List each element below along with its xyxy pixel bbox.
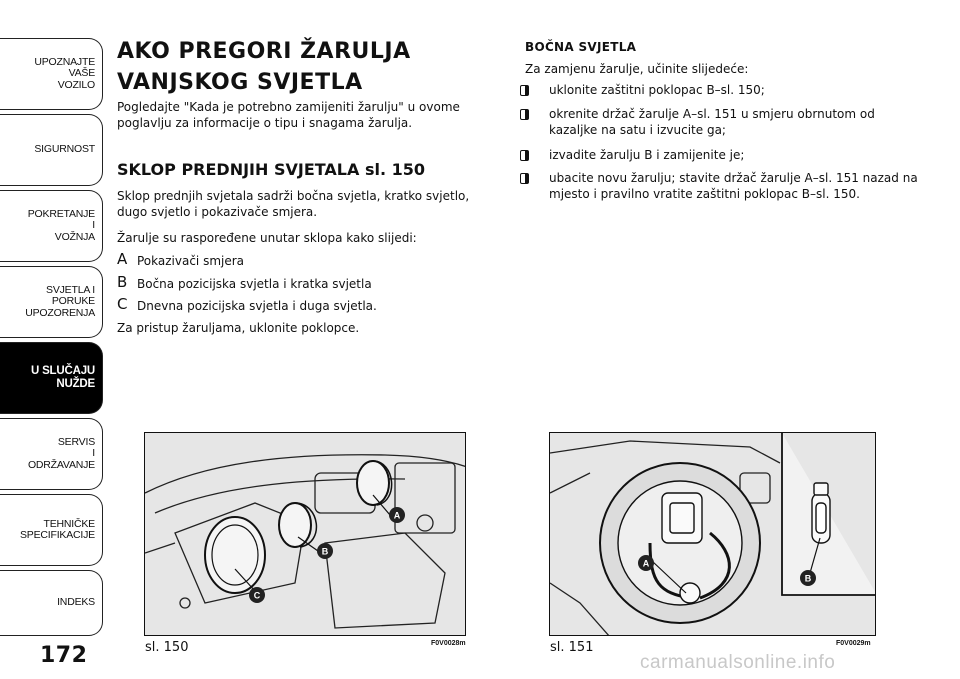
intro-paragraph: Pogledajte "Kada je potrebno zamijeniti žarulju" u ovome poglavlju za informacije o tipu i snagama žarulja. [117, 100, 460, 130]
tab-label: SERVIS [57, 435, 95, 448]
step-item [520, 147, 910, 163]
tab-label: SIGURNOST [34, 143, 95, 156]
label-b: B [321, 546, 329, 557]
tab-label: VOŽNJA [54, 230, 95, 243]
tab-servis-i-odrzavanje[interactable] [0, 418, 103, 490]
access-paragraph: Za pristup žaruljama, uklonite poklopce. [117, 321, 360, 335]
step-item [520, 106, 910, 138]
cover-c-shape [205, 517, 265, 593]
checkbox-bullet-icon [520, 150, 529, 161]
tab-label: UPOZNAJTE [34, 55, 95, 68]
side-lights-heading: BOČNA SVJETLA [525, 40, 637, 54]
tab-u-slucaju-nuzde[interactable] [0, 342, 103, 414]
headlight-assembly-drawing [145, 433, 466, 636]
section-paragraph: Sklop prednjih svjetala sadrži bočna svjetla, kratko svjetlo, dugo svjetlo i pokazivače smjera. [117, 189, 470, 219]
tab-sigurnost[interactable] [0, 114, 103, 186]
figure-151-illustration [549, 432, 876, 636]
tab-label: PORUKE [51, 295, 95, 308]
tab-label: UPOZORENJA [25, 306, 95, 319]
page-title [117, 36, 507, 98]
item-text: Pokazivači smjera [137, 254, 245, 268]
tab-tehnicke-specifikacije[interactable] [0, 494, 103, 566]
tab-label: POKRETANJE [27, 207, 95, 220]
page-number: 172 [40, 643, 88, 668]
tab-pokretanje-i-voznja[interactable] [0, 190, 103, 262]
checkbox-bullet-icon [520, 109, 529, 120]
item-text: Bočna pozicijska svjetla i kratka svjetla [137, 277, 372, 291]
tab-label: I [92, 447, 95, 460]
label-a: A [393, 510, 401, 521]
figure-151-caption: sl. 151 [550, 640, 594, 655]
tab-label: I [92, 219, 95, 232]
tab-label: SPECIFIKACIJE [19, 529, 95, 541]
item-letter: A [117, 250, 128, 268]
label-c: C [253, 590, 261, 601]
label-b: B [804, 573, 812, 584]
bulb-holder-drawing [550, 433, 876, 636]
tab-indeks[interactable] [0, 570, 103, 636]
tab-label: TEHNIČKE [43, 517, 95, 530]
tab-label: NUŽDE [56, 378, 95, 390]
arranged-paragraph: Žarulje su raspoređene unutar sklopa kako slijedi: [117, 231, 417, 245]
label-a: A [642, 558, 650, 569]
figure-150-caption: sl. 150 [145, 640, 189, 655]
tab-label: VOZILO [57, 78, 95, 91]
section-heading: SKLOP PREDNJIH SVJETALA sl. 150 [117, 160, 426, 179]
step-text: uklonite zaštitni poklopac B–sl. 150; [549, 83, 765, 97]
item-letter: B [117, 273, 128, 291]
page-title-line: VANJSKOG SVJETLA [117, 70, 363, 95]
step-text: ubacite novu žarulju; stavite držač žarulje A–sl. 151 nazad na mjesto i pravilno vratite zaštitni poklopac B–sl. 150. [549, 171, 918, 201]
item-text: Dnevna pozicijska svjetla i duga svjetla. [137, 299, 377, 313]
bulb-b-shape [812, 483, 830, 543]
tab-upoznajte-vase-vozilo[interactable] [0, 38, 103, 110]
side-lights-intro: Za zamjenu žarulje, učinite slijedeće: [525, 62, 749, 76]
step-text: izvadite žarulju B i zamijenite je; [549, 148, 745, 162]
item-letter: C [117, 295, 128, 313]
watermark: carmanualsonline.info [640, 652, 836, 673]
list-item [117, 274, 372, 292]
figure-150-illustration [144, 432, 466, 636]
step-item [520, 170, 918, 202]
tab-svjetla-i-poruke-upozorenja[interactable] [0, 266, 103, 338]
tab-label: SVJETLA I [46, 283, 95, 296]
figure-150-code: F0V0028m [431, 640, 466, 647]
list-item [117, 251, 244, 269]
tab-label: VAŠE [68, 67, 95, 80]
figure-151-code: F0V0029m [836, 640, 871, 647]
tab-label: ODRŽAVANJE [27, 458, 95, 471]
list-item [117, 296, 377, 314]
step-item [520, 82, 910, 98]
page-title-line: AKO PREGORI ŽARULJA [117, 39, 411, 64]
checkbox-bullet-icon [520, 173, 529, 184]
tab-label: U SLUČAJU [30, 365, 95, 377]
checkbox-bullet-icon [520, 85, 529, 96]
tab-label: INDEKS [57, 596, 95, 609]
step-text: okrenite držač žarulje A–sl. 151 u smjeru obrnutom od kazaljke na satu i izvucite ga; [549, 107, 875, 137]
